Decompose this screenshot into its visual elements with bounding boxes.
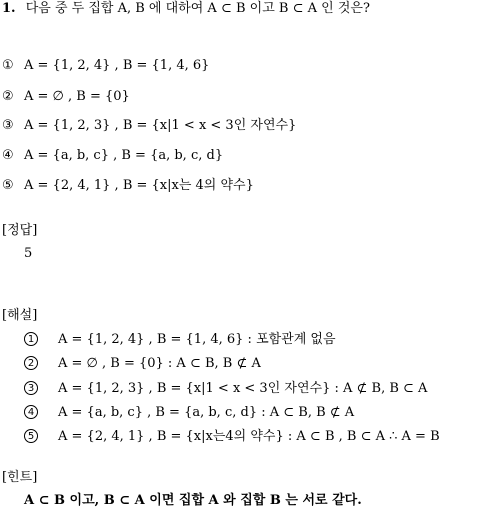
explanation-text: A = {1, 2, 3} , B = {x|1 < x < 3인 자연수} : A ⊄ B, B ⊂ A [58,381,428,396]
explanation-text: A = {1, 2, 4} , B = {1, 4, 6} : 포함관계 없음 [58,332,336,347]
hint-label: [힌트] [2,470,38,485]
option-number: ② [2,89,14,104]
hint-body: A ⊂ B 이고, B ⊂ A 이면 집합 A 와 집합 B 는 서로 같다. [24,493,362,508]
option-5[interactable] [2,177,254,195]
explanation-text: A = {a, b, c} , B = {a, b, c, d} : A ⊂ B, B ⊄ A [58,405,355,420]
option-number: ③ [2,118,14,133]
option-4[interactable] [2,147,223,165]
circled-number: 5 [24,429,38,443]
option-2[interactable] [2,88,130,106]
explanation-text: A = ∅ , B = {0} : A ⊂ B, B ⊄ A [58,356,261,371]
option-text: A = {2, 4, 1} , B = {x|x는 4의 약수} [24,178,254,193]
circled-number: 4 [24,405,38,419]
option-text: A = {1, 2, 3} , B = {x|1 < x < 3인 자연수} [24,118,297,133]
circled-number: 2 [24,356,38,370]
explanation-item-5 [24,428,440,446]
explanation-text: A = {2, 4, 1} , B = {x|x는4의 약수} : A ⊂ B , B ⊂ A ∴ A = B [58,429,440,444]
answer-value: 5 [24,246,33,261]
option-number: ① [2,58,14,73]
explanation-item-4 [24,404,354,422]
option-text: A = {1, 2, 4} , B = {1, 4, 6} [24,58,210,73]
answer-label: [정답] [2,223,38,238]
explanation-item-2 [24,355,261,373]
hint-text [24,492,362,510]
option-1[interactable] [2,57,209,75]
option-text: A = ∅ , B = {0} [24,89,130,104]
option-text: A = {a, b, c} , B = {a, b, c, d} [24,148,224,163]
explanation-item-3 [24,380,427,398]
circled-number: 1 [24,332,38,346]
option-3[interactable] [2,117,296,135]
question-number: 1. [2,1,16,16]
explanation-item-1 [24,331,336,349]
option-number: ⑤ [2,178,14,193]
option-number: ④ [2,148,14,163]
question-line [2,0,370,18]
question-text: 다음 중 두 집합 A, B 에 대하여 A ⊂ B 이고 B ⊂ A 인 것은? [25,1,370,16]
circled-number: 3 [24,381,38,395]
explanation-label: [해설] [2,308,38,323]
